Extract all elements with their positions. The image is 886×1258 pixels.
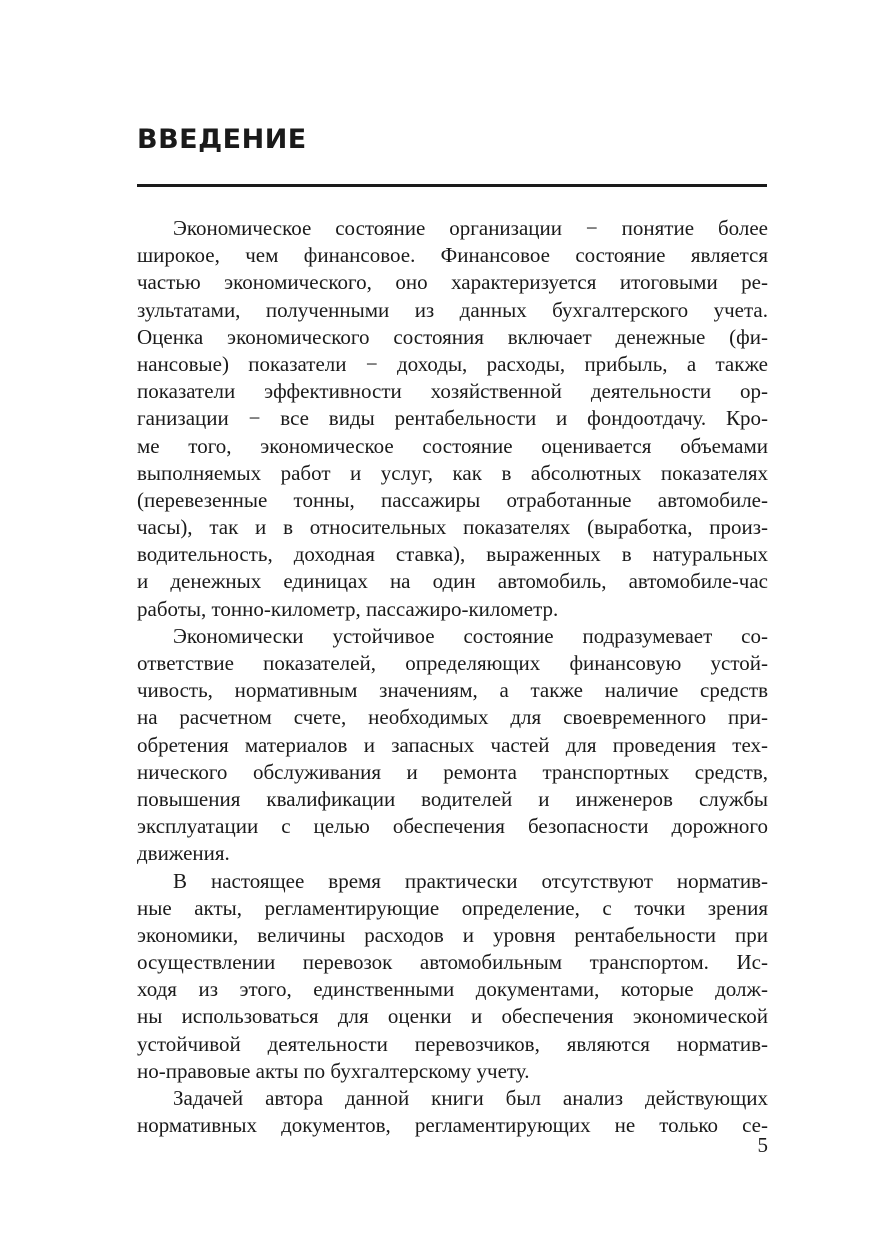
text-line: устойчивой деятельности перевозчиков, являются норматив-: [137, 1031, 768, 1056]
text-line: осуществлении перевозок автомобильным транспортом. Ис-: [137, 950, 768, 975]
text-line: экономики, величины расходов и уровня рентабельности при: [137, 922, 768, 947]
text-line: эксплуатации с целью обеспечения безопасности дорожного: [137, 814, 768, 839]
text-line: ме того, экономическое состояние оценивается объемами: [137, 433, 768, 458]
text-line: работы, тонно-километр, пассажиро-километр.: [137, 596, 559, 621]
text-line: нормативных документов, регламентирующих не только се-: [137, 1113, 768, 1138]
text-line: и денежных единицах на один автомобиль, автомобиле-час: [137, 569, 768, 594]
text-line: ответствие показателей, определяющих финансовую устой-: [137, 651, 768, 675]
text-line: частью экономического, оно характеризуется итоговыми ре-: [137, 270, 768, 295]
page-number: 5: [757, 1133, 768, 1157]
chapter-heading: ВВЕДЕНИЕ: [137, 124, 307, 155]
text-line: Экономически устойчивое состояние подразумевает со-: [173, 623, 768, 648]
text-line: ходя из этого, единственными документами, которые долж-: [137, 977, 768, 1002]
text-line: широкое, чем финансовое. Финансовое состояние является: [137, 243, 768, 268]
text-line: ны использоваться для оценки и обеспечения экономической: [137, 1004, 768, 1029]
paragraph: [137, 623, 768, 868]
text-line: на расчетном счете, необходимых для своевременного при-: [137, 705, 768, 730]
paragraph: [137, 1085, 768, 1139]
text-line: Задачей автора данной книги был анализ действующих: [173, 1086, 768, 1110]
body-text: [137, 215, 768, 1139]
paragraph: [137, 868, 768, 1086]
text-line: чивость, нормативным значениям, а также наличие средств: [137, 678, 768, 703]
text-line: но-правовые акты по бухгалтерскому учету.: [137, 1058, 530, 1083]
text-line: (перевезенные тонны, пассажиры отработанные автомобиле-: [137, 487, 768, 512]
heading-divider: [137, 184, 767, 187]
text-line: Оценка экономического состояния включает денежные (фи-: [137, 324, 768, 349]
text-line: обретения материалов и запасных частей для проведения тех-: [137, 732, 768, 757]
text-line: часы), так и в относительных показателях (выработка, произ-: [137, 515, 768, 540]
text-line: Экономическое состояние организации − понятие более: [173, 216, 768, 240]
text-line: ные акты, регламентирующие определение, с точки зрения: [137, 895, 768, 920]
text-line: нансовые) показатели − доходы, расходы, прибыль, а также: [137, 351, 768, 376]
text-line: показатели эффективности хозяйственной деятельности ор-: [137, 379, 768, 404]
text-line: выполняемых работ и услуг, как в абсолютных показателях: [137, 460, 768, 485]
text-line: ганизации − все виды рентабельности и фондоотдачу. Кро-: [137, 406, 768, 431]
text-line: повышения квалификации водителей и инженеров службы: [137, 786, 768, 811]
text-line: В настоящее время практически отсутствуют норматив-: [173, 868, 768, 893]
paragraph: [137, 215, 768, 623]
text-line: нического обслуживания и ремонта транспортных средств,: [137, 759, 768, 784]
text-line: водительность, доходная ставка), выраженных в натуральных: [137, 542, 768, 567]
text-line: зультатами, полученными из данных бухгалтерского учета.: [137, 297, 768, 322]
text-line: движения.: [137, 841, 230, 866]
